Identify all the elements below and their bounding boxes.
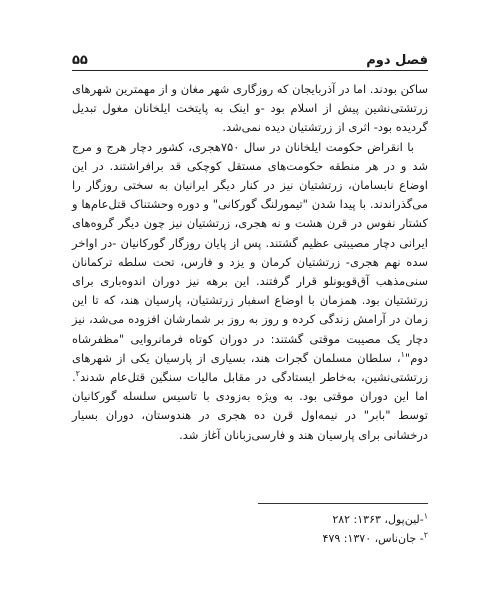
paragraph-2 bbox=[72, 138, 428, 445]
footnote-rule bbox=[258, 503, 428, 504]
page-number: ۵۵ bbox=[72, 53, 88, 68]
footnote-1 bbox=[72, 510, 428, 529]
paragraph-2-part-2: ، سلطان مسلمان گجرات هند، بسیاری از پارسیان یکی از شهرهای زرتشتی‌نشین، به‌خاطر ایستادگی در مقابل مالیات سنگین قتل‌عام شدند bbox=[72, 350, 428, 385]
page-header bbox=[72, 46, 428, 68]
footnote-ref-1: ۱ bbox=[400, 350, 405, 360]
footnote-2 bbox=[72, 529, 428, 548]
footnote-1-mark: ۱ bbox=[423, 511, 428, 521]
paragraph-1: ساکن بودند. اما در آذربایجان که روزگاری شهر مغان و از مهمترین شهرهای زرتشتی‌نشین پیش از اسلام بود -و اینک به پایتخت ایلخانان مغول تبدیل گردیده بود- اثری از زرتشتیان دیده نمی‌شد. bbox=[72, 82, 428, 135]
footnote-2-text: - جان‌ناس، ۱۳۷۰: ۴۷۹ bbox=[322, 532, 424, 545]
footnote-1-text: -لین‌پول، ۱۳۶۳: ۲۸۲ bbox=[332, 513, 424, 526]
header-rule bbox=[72, 70, 428, 71]
body-text bbox=[72, 80, 428, 445]
chapter-title: فصل دوم bbox=[366, 53, 428, 68]
footnote-ref-2: ۲ bbox=[75, 369, 80, 379]
footnotes bbox=[72, 510, 428, 548]
paragraph-2-part-3: . اما این دوران موقتی بود. به ویژه به‌زودی با تاسیس سلسله گورکانیان توسط "بابر" در نیمه‌اول قرن ده هجری در هندوستان، دوران بسیار درخشانی برای پارسیان هند و فارسی‌زبانان آغاز شد. bbox=[72, 370, 428, 442]
footnote-2-mark: ۲ bbox=[423, 530, 428, 540]
paragraph-2-part-1: با انقراض حکومت ایلخانان در سال ۷۵۰هجری، کشور دچار هرج و مرج شد و در هر منطقه حکومت‌های مستقل کوچکی قد برافراشتند. در این اوضاع نابسامان، زرتشتیان نیز در کنار دیگر ایرانیان به سختی روزگار را می‌گذراندند. با پیدا شدن "تیمورلنگ گورکانی" و دوره وحشتناک قتل‌عام‌ها و کشتار نفوس در قرن هشت و نه هجری، زرتشتیان نیز چون دیگر گروه‌های ایرانی دچار مصیبتی عظیم گشتند. پس از پایان روزگار گورکانیان -در اواخر سده نهم هجری- زرتشتیان کرمان و یزد و فارس، تحت سلطه ترکمانان سنی‌مذهب آق‌قویونلو قرار گرفتند. این برهه نیز دوران اندوه‌باری برای زرتشتیان بود. همزمان با اوضاع اسفبار زرتشتیان، پارسیان هند، که تا این زمان در آرامش زندگی کرده و روز به روز بر شمارشان افزوده می‌شد، نیز دچار یک مصیبت موقتی گشتند: در دوران کوتاه فرمانروایی "مظفرشاه دوم" bbox=[72, 139, 428, 365]
